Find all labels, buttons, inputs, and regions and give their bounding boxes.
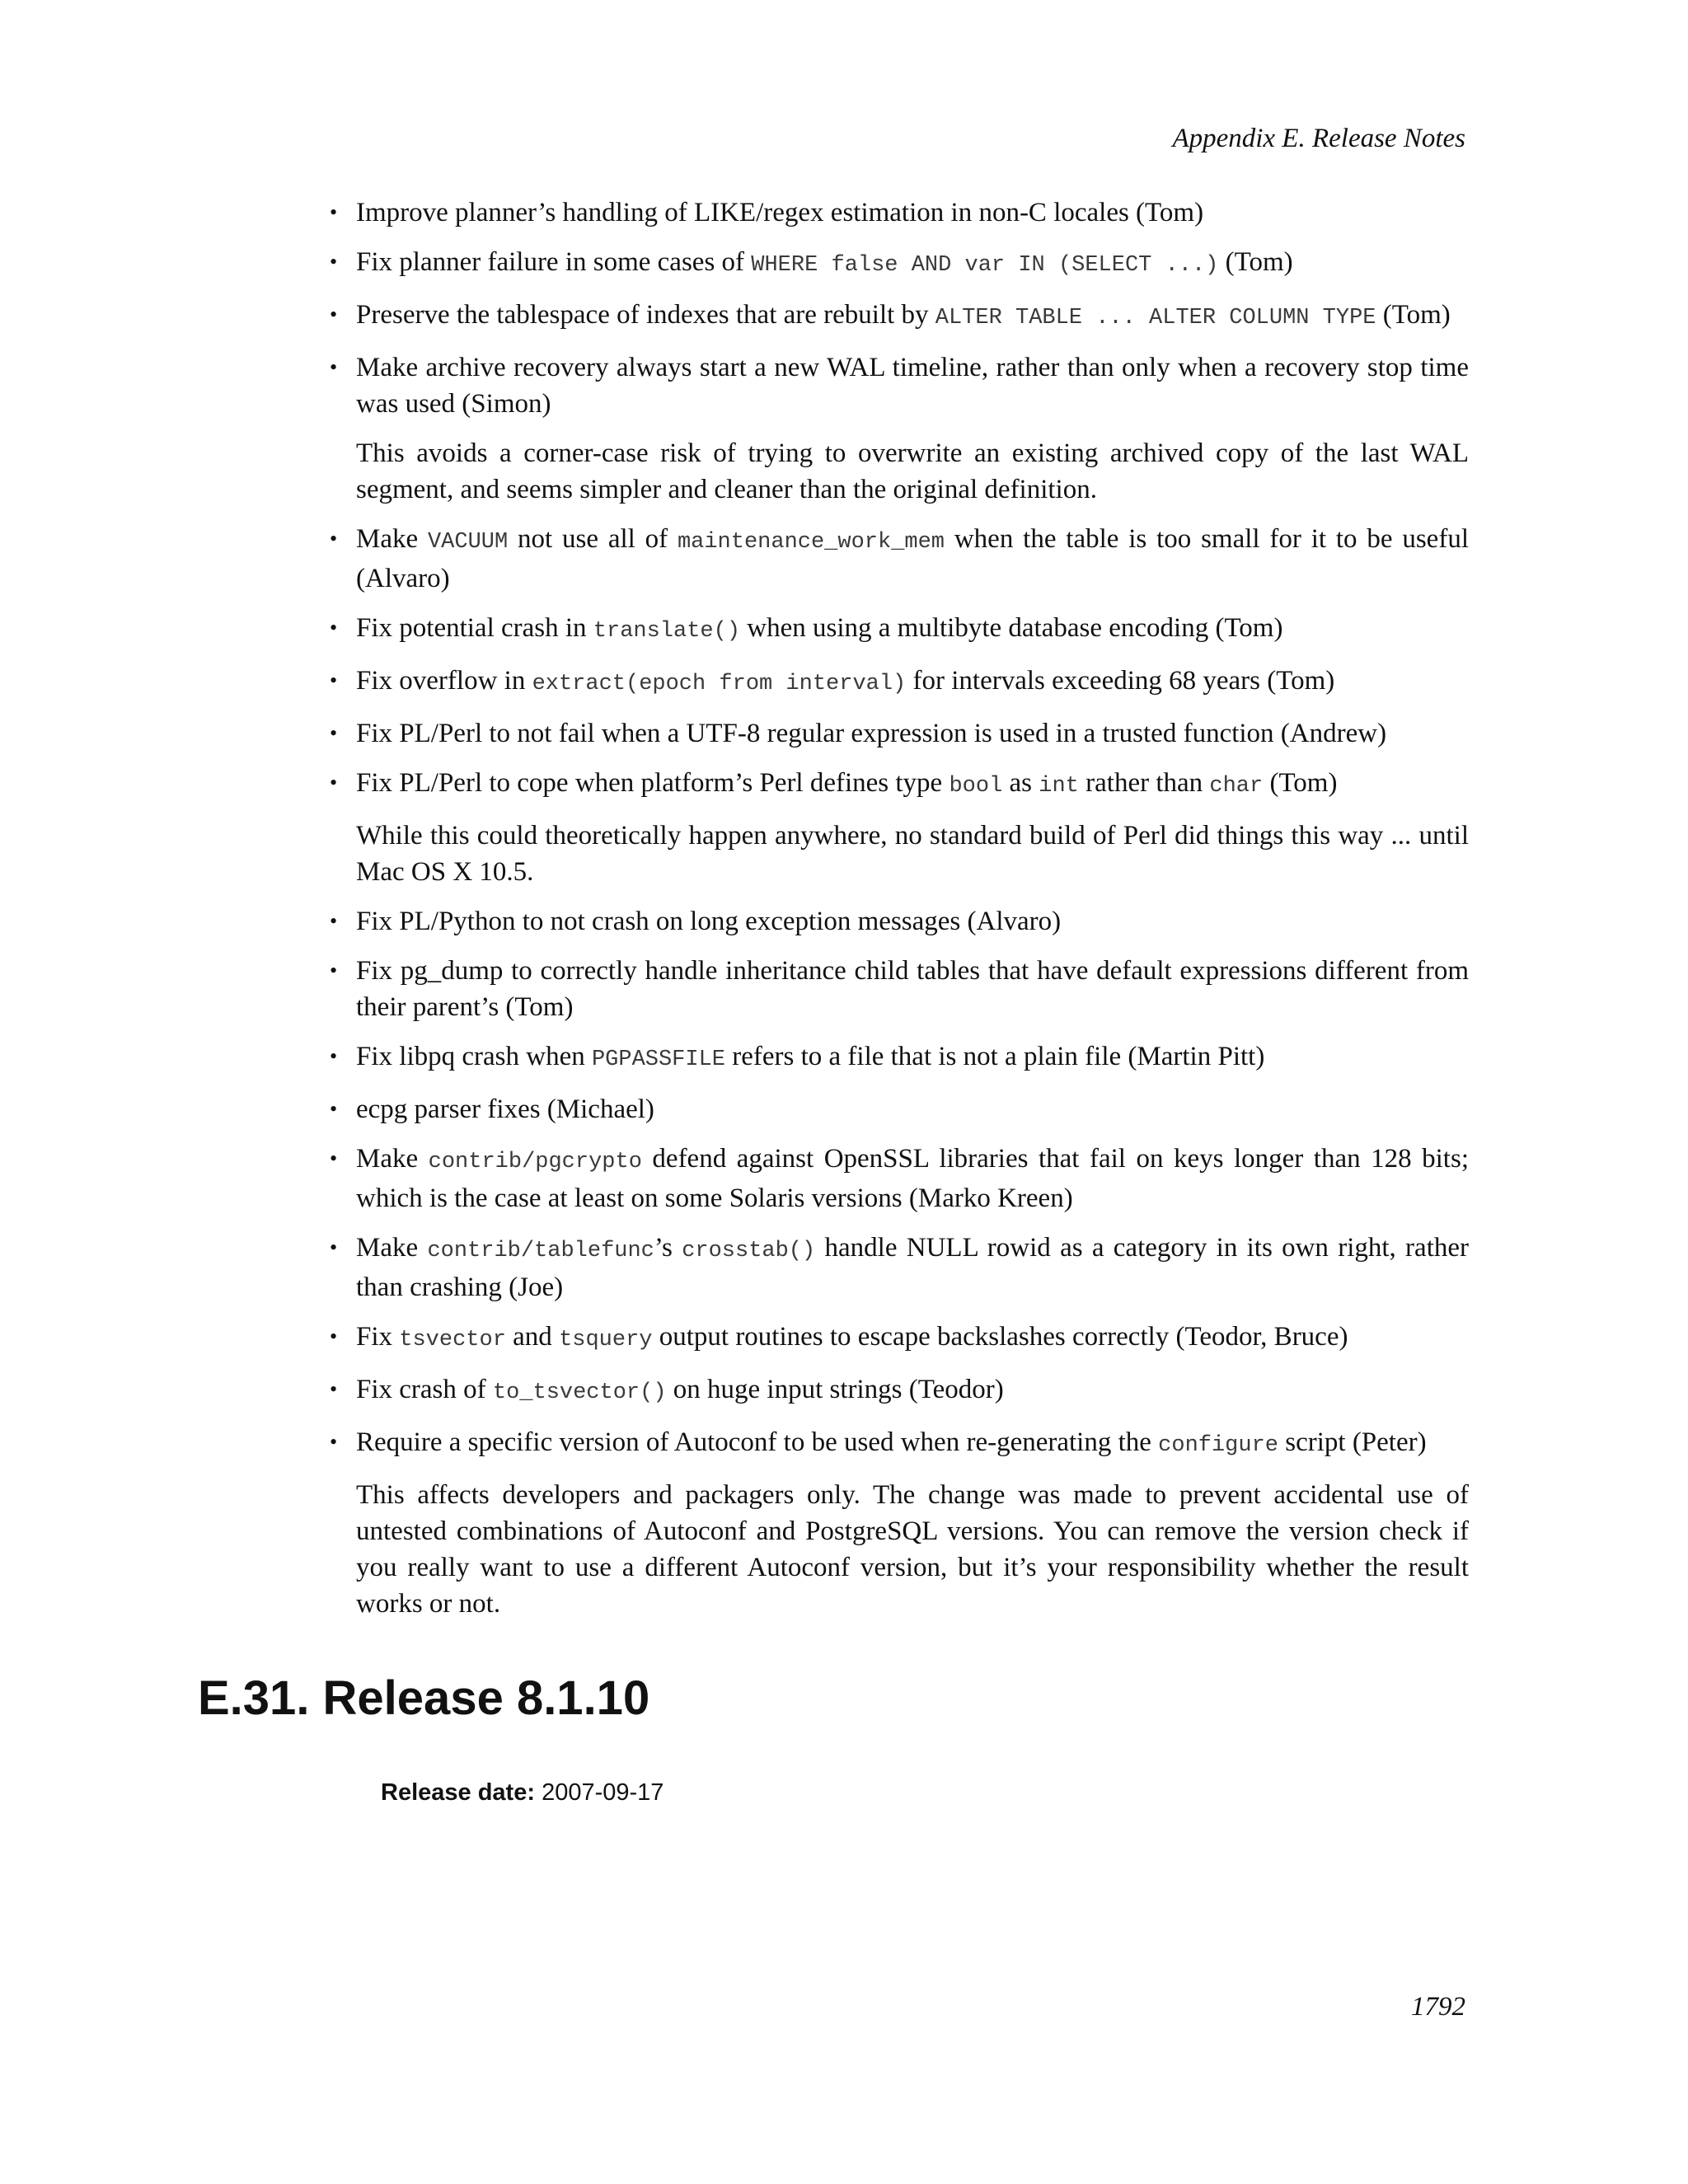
text-run: rather than (1078, 768, 1210, 798)
text-run: and (505, 1322, 560, 1352)
list-item (356, 1038, 1469, 1078)
text-run: Fix libpq crash when (356, 1042, 592, 1071)
item-text (356, 1424, 1469, 1464)
item-text (356, 953, 1469, 1025)
text-run: handle NULL rowid as a category in its own right, rather than crashing (Joe) (356, 1233, 1470, 1302)
code-literal: ALTER TABLE ... ALTER COLUMN TYPE (935, 306, 1376, 330)
list-item (356, 903, 1469, 940)
text-run: not use all of (508, 524, 678, 554)
text-run: when using a multibyte database encoding (Tom) (740, 613, 1283, 643)
item-text (356, 1091, 1469, 1127)
list-item (356, 244, 1469, 284)
text-run: Make (356, 524, 428, 554)
list-item (356, 953, 1469, 1025)
text-run: defend against OpenSSL libraries that fail on keys longer than 128 bits; which is the case at least on some Solaris versions (Marko Kreen) (356, 1144, 1469, 1213)
release-date-value: 2007-09-17 (542, 1779, 664, 1806)
code-literal: int (1039, 774, 1079, 799)
code-literal: VACUUM (427, 530, 509, 555)
text-run: Preserve the tablespace of indexes that are rebuilt by (356, 300, 935, 330)
text-run: Fix (356, 1322, 400, 1352)
code-literal: contrib/pgcrypto (428, 1150, 642, 1174)
list-item (356, 1091, 1469, 1127)
running-header: Appendix E. Release Notes (1172, 124, 1465, 153)
list-item (356, 715, 1469, 752)
item-text (356, 1038, 1469, 1078)
code-literal: contrib/tablefunc (427, 1239, 654, 1263)
text-run: Make archive recovery always start a new WAL timeline, rather than only when a recovery stop time was used (Simon) (356, 353, 1469, 419)
item-text (356, 610, 1469, 649)
text-run: ecpg parser fixes (Michael) (356, 1094, 654, 1124)
code-literal: WHERE false AND var IN (SELECT ...) (751, 253, 1219, 278)
item-text (356, 521, 1469, 597)
code-literal: tsvector (399, 1328, 506, 1352)
release-notes-body (356, 194, 1469, 1635)
item-text (356, 715, 1469, 752)
item-text (356, 1230, 1469, 1305)
code-literal: to_tsvector() (492, 1380, 667, 1405)
list-item (356, 663, 1469, 702)
code-literal: PGPASSFILE (591, 1047, 725, 1072)
text-run: Improve planner’s handling of LIKE/regex estimation in non-C locales (Tom) (356, 198, 1204, 227)
list-item (356, 1371, 1469, 1411)
text-run: for intervals exceeding 68 years (Tom) (906, 666, 1335, 696)
release-date (381, 1781, 663, 1805)
text-run: Fix planner failure in some cases of (356, 247, 752, 277)
list-item (356, 1230, 1469, 1305)
item-text (356, 765, 1469, 804)
list-item (356, 1424, 1469, 1622)
code-literal: bool (949, 774, 1003, 799)
text-run: Fix PL/Perl to cope when platform’s Perl defines type (356, 768, 950, 798)
text-run: when the table is too small for it to be useful (Alvaro) (356, 524, 1469, 593)
list-item (356, 1319, 1469, 1358)
text-run: Require a specific version of Autoconf to be used when re-generating the (356, 1427, 1159, 1457)
text-run: Fix PL/Python to not crash on long exception messages (Alvaro) (356, 907, 1062, 936)
text-run: output routines to escape backslashes correctly (Teodor, Bruce) (652, 1322, 1348, 1352)
text-run: refers to a file that is not a plain file (Martin Pitt) (725, 1042, 1265, 1071)
text-run: (Tom) (1263, 768, 1338, 798)
code-literal: char (1209, 774, 1264, 799)
text-run: script (Peter) (1278, 1427, 1427, 1457)
item-text (356, 1371, 1469, 1411)
release-date-label: Release date: (381, 1779, 535, 1806)
item-text (356, 349, 1469, 422)
code-literal: maintenance_work_mem (677, 530, 945, 555)
text-run: Fix pg_dump to correctly handle inheritance child tables that have default expressions different from their parent’s (Tom) (356, 956, 1469, 1022)
text-run: (Tom) (1218, 247, 1293, 277)
item-text (356, 244, 1469, 284)
item-text (356, 1141, 1469, 1216)
change-list (356, 194, 1469, 1622)
section-title: E.31. Release 8.1.10 (198, 1671, 650, 1725)
list-item (356, 610, 1469, 649)
list-item (356, 1141, 1469, 1216)
text-run: as (1002, 768, 1039, 798)
item-text (356, 1319, 1469, 1358)
list-item (356, 297, 1469, 336)
list-item (356, 194, 1469, 231)
item-text (356, 663, 1469, 702)
code-literal: configure (1158, 1433, 1278, 1458)
list-item (356, 765, 1469, 890)
text-run: on huge input strings (Teodor) (666, 1375, 1004, 1404)
text-run: Fix crash of (356, 1375, 493, 1404)
item-text (356, 903, 1469, 940)
text-run: (Tom) (1376, 300, 1451, 330)
text-run: Make (356, 1144, 429, 1174)
code-literal: tsquery (559, 1328, 653, 1352)
item-text (356, 297, 1469, 336)
code-literal: crosstab() (682, 1239, 816, 1263)
list-item (356, 521, 1469, 597)
page-number: 1792 (1411, 1992, 1465, 2022)
item-note: While this could theoretically happen anywhere, no standard build of Perl did things this way ... until Mac OS X 10.5. (356, 821, 1469, 887)
list-item (356, 349, 1469, 508)
item-text (356, 194, 1469, 231)
text-run: Fix PL/Perl to not fail when a UTF-8 regular expression is used in a trusted function (Andrew) (356, 719, 1387, 748)
item-note: This avoids a corner-case risk of trying to overwrite an existing archived copy of the last WAL segment, and seems simpler and cleaner than the original definition. (356, 438, 1469, 504)
text-run: ’s (654, 1233, 682, 1263)
text-run: Make (356, 1233, 428, 1263)
text-run: Fix potential crash in (356, 613, 593, 643)
code-literal: extract(epoch from interval) (532, 672, 907, 696)
code-literal: translate() (593, 619, 741, 644)
item-note: This affects developers and packagers only. The change was made to prevent accidental use of untested combinations of Autoconf and PostgreSQL versions. You can remove the version check if you really want to use a different Autoconf version, but it’s your responsibility whether the result works or not. (356, 1480, 1469, 1619)
text-run: Fix overflow in (356, 666, 532, 696)
